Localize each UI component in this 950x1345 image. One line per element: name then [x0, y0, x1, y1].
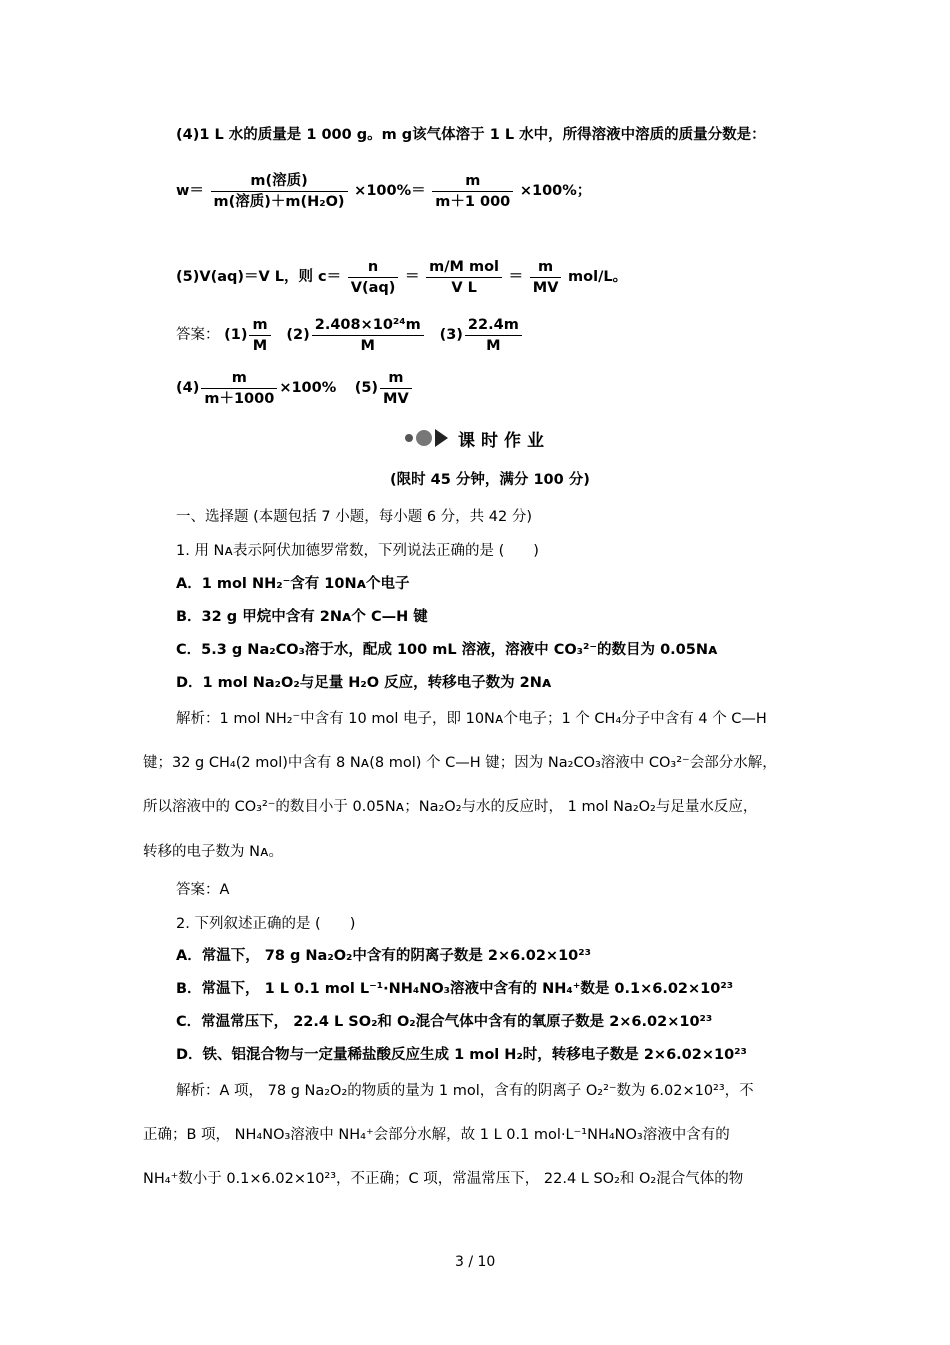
- page-number: 3 / 10: [455, 1254, 496, 1270]
- answer-3-fraction: $\frac{22.4m}{M}$: [465, 317, 522, 354]
- fraction-m-over-mv: $\frac{m}{MV}$: [530, 259, 562, 296]
- answer-4-fraction: $\frac{m}{m+1000}$: [201, 370, 277, 407]
- answers-row-2: (4) $\frac{m}{m+1000}$ ×100% (5) $\frac{m}{MV}$: [176, 368, 414, 408]
- q2-option-d: D．铁、铝混合物与一定量稀盐酸反应生成 1 mol H₂时，转移电子数是 2×6.02×10²³: [176, 1047, 747, 1063]
- q2-option-c: C．常温常压下， 22.4 L SO₂和 O₂混合气体中含有的氧原子数是 2×6.02×10²³: [176, 1014, 713, 1030]
- q1-option-b: B．32 g 甲烷中含有 2Nᴀ个 C—H 键: [176, 609, 428, 625]
- answer-label: 答案：: [176, 327, 220, 343]
- large-dot-icon: [416, 430, 432, 446]
- q1-answer: 答案：A: [176, 882, 230, 898]
- section-banner: [405, 425, 550, 451]
- q1-stem: 1. 用 Nᴀ表示阿伏加德罗常数，下列说法正确的是 ( ): [176, 543, 539, 559]
- fraction-mM-over-vl: $\frac{\text{m/M mol}}{\text{V L}}$: [426, 259, 502, 296]
- section-title: 一、选择题 (本题包括 7 小题，每小题 6 分，共 42 分): [176, 509, 532, 525]
- arrow-right-icon: [435, 429, 448, 447]
- banner-title: 课时作业: [458, 430, 550, 451]
- q2-explanation-3: NH₄⁺数小于 0.1×6.02×10²³，不正确；C 项，常温常压下， 22.4 L SO₂和 O₂混合气体的物: [143, 1171, 744, 1187]
- q2-option-a: A．常温下， 78 g Na₂O₂中含有的阴离子数是 2×6.02×10²³: [176, 948, 591, 964]
- answer-5-fraction: $\frac{m}{MV}$: [380, 370, 412, 407]
- q2-stem: 2. 下列叙述正确的是 ( ): [176, 916, 356, 932]
- fraction-solute-over-total: $\frac{\text{m(溶质)}}{\text{m(溶质)＋m(H₂O)}}$: [211, 173, 348, 210]
- c-tail: mol/L。: [568, 269, 628, 285]
- q1-explanation-4: 转移的电子数为 Nᴀ。: [143, 844, 284, 860]
- answer-1-fraction: $\frac{m}{M}$: [249, 317, 270, 354]
- time-limit: (限时 45 分钟，满分 100 分): [390, 472, 590, 488]
- small-dot-icon: [405, 434, 413, 442]
- answer-2-fraction: $\frac{\text{2.408×10²⁴m}}{M}$: [312, 317, 424, 354]
- concentration-formula: (5)V(aq)＝V L，则 c＝ $\frac{n}{V(aq)}$ ＝ $\frac{\text{m/M mol}}{\text{V L}}$ ＝ $\frac{m}{MV}$ mol/L。: [176, 258, 628, 296]
- answers-row-1: 答案： (1) $\frac{m}{M}$ (2) $\frac{\text{2.408×10²⁴m}}{M}$ (3) $\frac{22.4m}{M}$: [176, 315, 524, 355]
- c-prefix: (5)V(aq)＝V L，则 c＝: [176, 269, 342, 285]
- q1-explanation-2: 键；32 g CH₄(2 mol)中含有 8 Nᴀ(8 mol) 个 C—H 键；因为 Na₂CO₃溶液中 CO₃²⁻会部分水解，: [143, 755, 777, 771]
- q1-explanation-1: 解析：1 mol NH₂⁻中含有 10 mol 电子，即 10Nᴀ个电子；1 个 CH₄分子中含有 4 个 C—H: [176, 711, 767, 727]
- fraction-n-over-vaq: $\frac{n}{V(aq)}$: [348, 259, 399, 296]
- q2-explanation-1: 解析：A 项， 78 g Na₂O₂的物质的量为 1 mol，含有的阴离子 O₂²⁻数为 6.02×10²³，不: [176, 1083, 754, 1099]
- mass-fraction-formula: [176, 171, 591, 211]
- w-tail: ×100%；: [519, 183, 592, 199]
- w-mid: ×100%＝: [354, 183, 426, 199]
- q2-explanation-2: 正确；B 项， NH₄NO₃溶液中 NH₄⁺会部分水解，故 1 L 0.1 mol·L⁻¹NH₄NO₃溶液中含有的: [143, 1127, 730, 1143]
- q1-option-d: D．1 mol Na₂O₂与足量 H₂O 反应，转移电子数为 2Nᴀ: [176, 675, 552, 691]
- q1-explanation-3: 所以溶液中的 CO₃²⁻的数目小于 0.05Nᴀ；Na₂O₂与水的反应时， 1 mol Na₂O₂与足量水反应，: [143, 799, 758, 815]
- w-prefix: w＝: [176, 183, 204, 199]
- q1-option-c: C．5.3 g Na₂CO₃溶于水，配成 100 mL 溶液，溶液中 CO₃²⁻的数目为 0.05Nᴀ: [176, 642, 718, 658]
- fraction-m-over-m1000: $\frac{m}{m+1 000}$: [432, 173, 513, 210]
- q1-option-a: A．1 mol NH₂⁻含有 10Nᴀ个电子: [176, 576, 410, 592]
- answer-part-4-text: (4)1 L 水的质量是 1 000 g。m g该气体溶于 1 L 水中，所得溶液中溶质的质量分数是：: [176, 127, 766, 143]
- q2-option-b: B．常温下， 1 L 0.1 mol L⁻¹·NH₄NO₃溶液中含有的 NH₄⁺数是 0.1×6.02×10²³: [176, 981, 734, 997]
